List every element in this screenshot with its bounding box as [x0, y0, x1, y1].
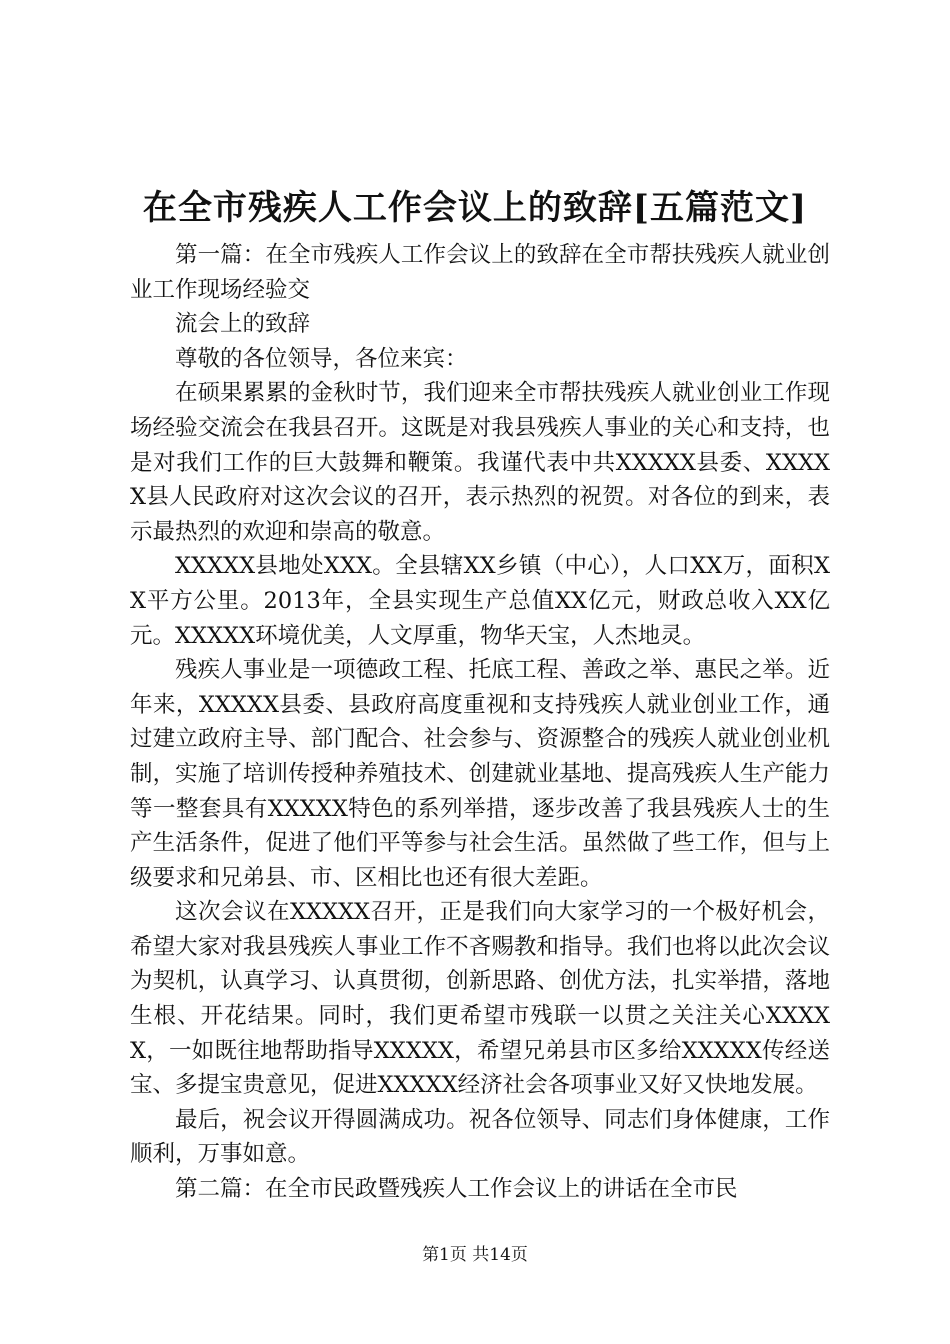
paragraph-6: 残疾人事业是一项德政工程、托底工程、善政之举、惠民之举。近年来，XXXXX县委、县政府高度重视和支持残疾人就业创业工作，通过建立政府主导、部门配合、社会参与、资源整合的残疾人就业创业机制，实施了培训传授种养殖技术、创建就业基地、提高残疾人生产能力等一整套具有XXXXX特色的系列举措，逐步改善了我县残疾人士的生产生活条件，促进了他们平等参与社会生活。虽然做了些工作，但与上级要求和兄弟县、市、区相比也还有很大差距。	[130, 657, 830, 891]
paragraph-1: 第一篇：在全市残疾人工作会议上的致辞在全市帮扶残疾人就业创业工作现场经验交	[130, 242, 830, 303]
document-body	[130, 238, 830, 1207]
document-title: 在全市残疾人工作会议上的致辞[五篇范文]	[142, 188, 808, 228]
paragraph-9: 第二篇：在全市民政暨残疾人工作会议上的讲话在全市民	[175, 1176, 738, 1203]
paragraph-5: XXXXX县地处XXX。全县辖XX乡镇（中心），人口XX万，面积XX平方公里。2013年，全县实现生产总值XX亿元，财政总收入XX亿元。XXXXX环境优美，人文厚重，物华天宝，人杰地灵。	[130, 553, 830, 649]
paragraph-8: 最后，祝会议开得圆满成功。祝各位领导、同志们身体健康，工作顺利，万事如意。	[130, 1106, 830, 1168]
page-number-footer: 第1页 共14页	[422, 1245, 528, 1265]
paragraph-4: 在硕果累累的金秋时节，我们迎来全市帮扶残疾人就业创业工作现场经验交流会在我县召开。这既是对我县残疾人事业的关心和支持，也是对我们工作的巨大鼓舞和鞭策。我谨代表中共XXXXX县委、XXXXX县人民政府对这次会议的召开，表示热烈的祝贺。对各位的到来，表示最热烈的欢迎和崇高的敬意。	[130, 380, 830, 545]
paragraph-2: 流会上的致辞	[175, 311, 311, 338]
paragraph-7: 这次会议在XXXXX召开，正是我们向大家学习的一个极好机会，希望大家对我县残疾人事业工作不吝赐教和指导。我们也将以此次会议为契机，认真学习、认真贯彻，创新思路、创优方法，扎实举措，落地生根、开花结果。同时，我们更希望市残联一以贯之关注关心XXXXX，一如既往地帮助指导XXXXX，希望兄弟县市区多给XXXXX传经送宝、多提宝贵意见，促进XXXXX经济社会各项事业又好又快地发展。	[130, 899, 830, 1099]
paragraph-3: 尊敬的各位领导，各位来宾：	[175, 345, 468, 372]
